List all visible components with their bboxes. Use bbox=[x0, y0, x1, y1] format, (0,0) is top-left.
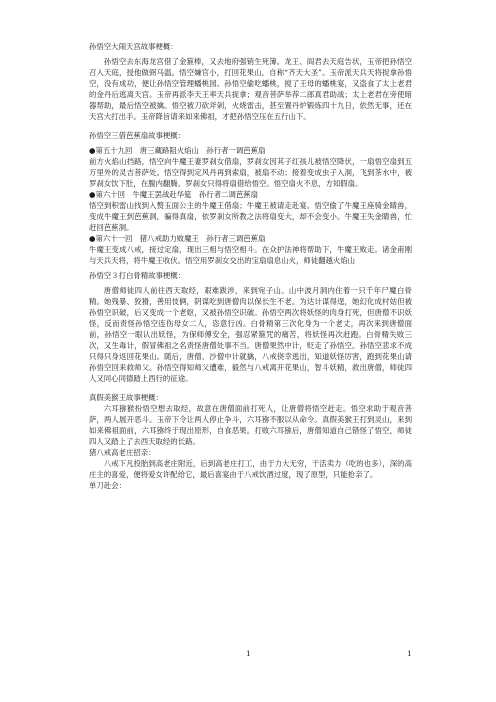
story3-title: 孙悟空３打白骨精故事梗概： bbox=[89, 271, 186, 280]
chapter-61-body: 牛魔王变成八戒，接过定扇，现出三相与悟空相斗。在众护法神将帮助下，牛魔王败走。诸金甫刚与天兵天将，将牛魔王收伏。悟空用罗刹女交出的宝扇扇息山火，师徒翻越火焰山 bbox=[89, 245, 412, 265]
story6-title: 单刀赴会： bbox=[89, 481, 126, 490]
story5-title: 猪八戒高老庄招亲： bbox=[89, 448, 156, 457]
story1-title: 孙悟空大闹天宫故事梗概： bbox=[89, 42, 178, 51]
story3-body: 唐僧师徒四人前往西天取经，艰难跋涉，来到宛子山。山中波月洞内住着一只千年尸魔白骨精。她残暴、狡猾，善用伎俩，阴谋吃到唐僧肉以保长生不老。为达计谋得逞，她幻化成村姑但被孙悟空识破，后又变成一个老妪，又被孙悟空识破。孙悟空两次将妖怪的肉身打死，但唐僧不识妖怪，反而责怪孙悟空连伤母女二人，恣意行凶。白骨精第三次化身为一个老丈，再次来到唐僧面前，孙悟空一眼认出妖怪，为保师傅安全，强忍紧箍咒的痛苦，将妖怪再次赶跑。白骨精失败三次，又生毒计，假冒佛祖之名责怪唐僧处事不当。唐僧果然中计，贬走了孙悟空。孙悟空悲求不成只得只身返回花果山。随后，唐僧、沙僧中计就擒，八戒侥幸逃出，知道妖怪厉害，跑到花果山请孙悟空回来救师父。孙悟空得知师父遭难，毅然与八戒离开花果山，智斗妖精，救出唐僧，师徒四人又同心同德踏上西行的征途。 bbox=[89, 286, 412, 383]
chapter-59-heading: ●第五十九回 唐三藏路阻火焰山 孙行者一调芭蕉扇 bbox=[89, 146, 266, 155]
story4-body: 六耳猕猴扮悟空想去取经，故意在唐僧面前打死人，让唐僧将悟空赶走。悟空求助于观音菩萨，两人展开恶斗。玉帝下令让两人停止争斗，六耳猕不服以从命令。真假美猴王打到灵山，来到如来佛祖面前，六耳猕终于现出原形，自食恶果。打败六耳猕后，唐僧知道自己错怪了悟空，师徒四人又踏上了去西天取经的长路。 bbox=[89, 404, 412, 446]
chapter-60-heading: ●第六十回 牛魔王罢战赴华筵 孙行者二调芭蕉扇 bbox=[89, 190, 259, 199]
story1-body: 孙悟空去东海龙宫借了金箍棒，又去地府强销生死簿。龙王、阎君去天庭告状，玉帝把孙悟空召入天庭，授他做弼马温。悟空嫌官小，打回花果山，自称“齐天大圣”。玉帝派天兵天将捉拿孙悟空，没有成功，便让孙悟空管理蟠桃园。孙悟空偷吃蟠桃，搅了王母的蟠桃宴，又盗食了太上老君的金丹后逃离天宫。玉帝再派李天王率天兵捉拿；观音菩萨举荐二郎真君助战；太上老君在旁使暗器帮助，最后悟空被擒。悟空被刀砍斧剁，火烧雷击，甚至置丹炉锻炼四十九日，依然无事，还在天宫大打出手。玉帝降旨请来如来佛祖，才把孙悟空压在五行山下。 bbox=[89, 57, 412, 121]
chapter-61-heading: ●第六十一回 猪八戒助力败魔王 孙行者三调芭蕉扇 bbox=[89, 234, 266, 243]
chapter-59-body: 前方火焰山挡路，悟空向牛魔王妻罗刹女借扇，罗刹女因其子红孩儿被悟空降伏，一扇悟空扇到五万里外的灵吉菩萨处。悟空得到定风丹再到索扇，被扇不动；接着变成虫子入洞，飞到茶水中，被罗刹女饮下肚，在腹内翻腾。罗刹女只得将扇借给悟空。悟空扇火不息，方知假扇。 bbox=[89, 157, 412, 188]
chapter-60-body: 悟空到积雷山找到入赘玉面公主的牛魔王借扇；牛魔王被请走赴宴。悟空偷了牛魔王座骑金睛兽，变成牛魔王到芭蕉洞，骗得真扇，依罗刹女所教之法将扇变大，却不会变小。牛魔王失金睛兽，忙赶回芭蕉洞。 bbox=[89, 201, 412, 232]
story2-title: 孙悟空三借芭蕉扇故事梗概： bbox=[89, 131, 186, 140]
story5-body: 八戒下凡投胎到高老庄附近，后到高老庄打工，由于力大无穷，干活卖力（吃的也多），深的高庄主的喜爱，便将爱女许配给它，最后喜宴由于八戒饮酒过度，现了原型，只能抢亲了。 bbox=[89, 459, 412, 479]
page-number-center: 1 bbox=[246, 649, 251, 658]
page-number-right: 1 bbox=[407, 649, 412, 658]
document-body bbox=[89, 41, 412, 491]
story4-title: 真假美猴王故事梗概： bbox=[89, 393, 163, 402]
